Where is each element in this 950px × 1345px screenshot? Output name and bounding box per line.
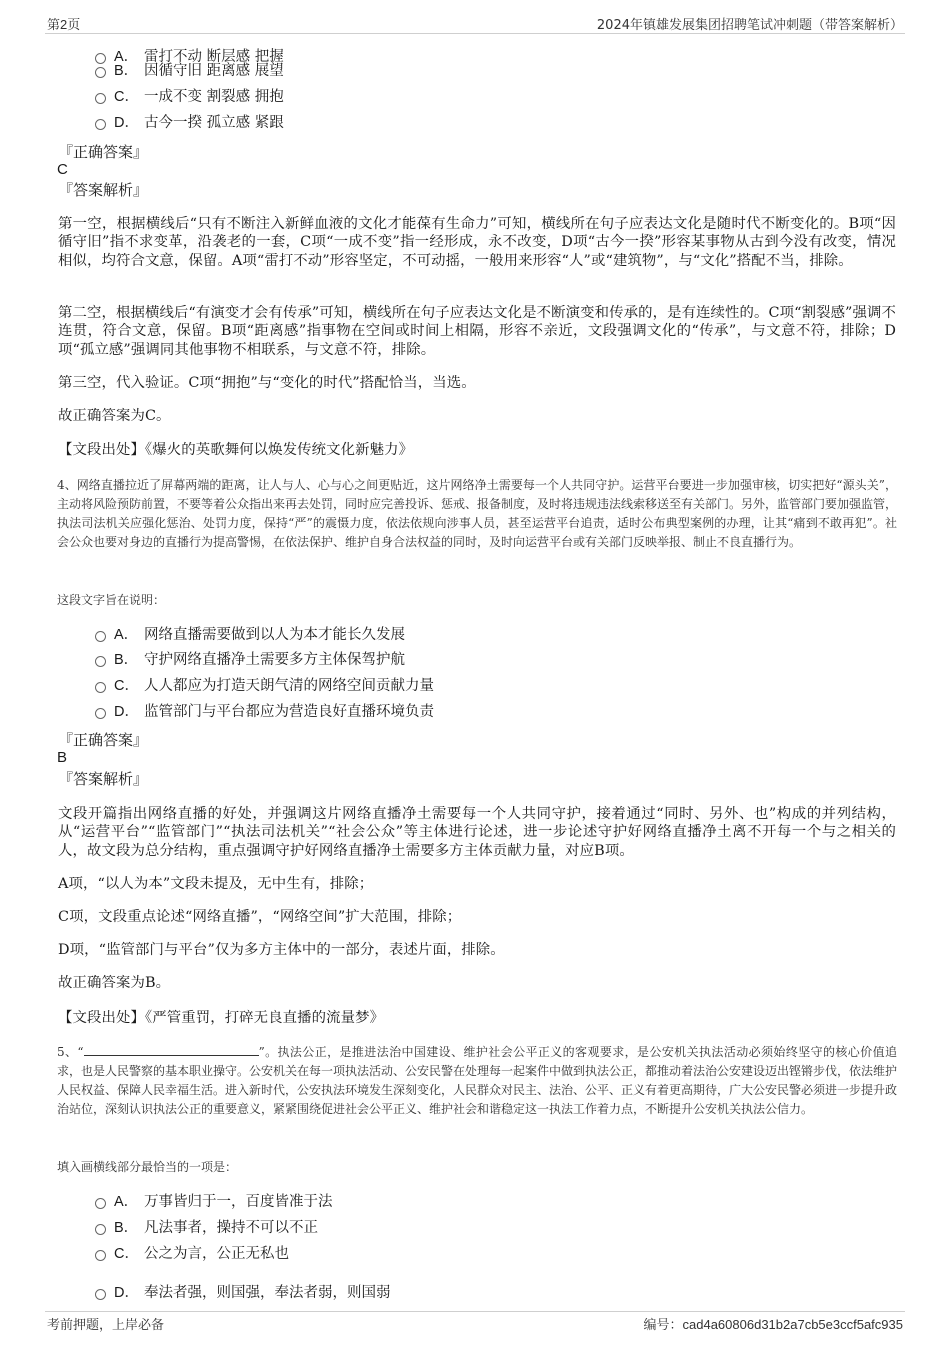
radio-icon[interactable] bbox=[95, 682, 106, 693]
footer-slogan: 考前押题，上岸必备 bbox=[47, 1318, 165, 1333]
q3-analysis-p2: 第二空，根据横线后“有演变才会有传承”可知，横线所在句子应表达文化是不断演变和传承的，是有连续性的。C项“割裂感”强调不连贯，符合文意，保留。B项“距离感”指事物在空间或时间上相隔，形容不亲近，文段强调文化的“传承”，与文意不符，排除；D项“孤立感”强调同其他事物不相联系，与文意不符，排除。 bbox=[58, 305, 896, 358]
q3-option-d[interactable]: D． 古今一揆 孤立感 紧跟 bbox=[95, 114, 284, 132]
header-divider bbox=[45, 33, 905, 34]
q4-correct-answer: B bbox=[57, 749, 68, 766]
radio-icon[interactable] bbox=[95, 656, 106, 667]
q4-analysis-p1: 文段开篇指出网络直播的好处，并强调这片网络直播净土需要每一个人共同守护，接着通过“同时、另外、也”构成的并列结构，从“运营平台”“监管部门”“执法司法机关”“社会公众”等主体进行论述，进一步论述守护好网络直播净土离不开每一个与之相关的人，故文段为总分结构，重点强调守护好网络直播净土需要多方主体贡献力量，对应B项。 bbox=[58, 806, 896, 859]
radio-icon[interactable] bbox=[95, 1289, 106, 1300]
footer-divider bbox=[45, 1311, 905, 1312]
radio-icon[interactable] bbox=[95, 1198, 106, 1209]
q3-analysis-p1: 第一空，根据横线后“只有不断注入新鲜血液的文化才能葆有生命力”可知，横线所在句子应表达文化是随时代不断变化的。B项“因循守旧”指不求变革，沿袭老的一套，C项“一成不变”指一经形成，永不改变，D项“古今一揆”形容某事物从古到今没有改变，情况相似，均符合文意，保留。A项“雷打不动”形容坚定，不可动摇，一般用来形容“人”或“建筑物”，与“文化”搭配不当，排除。 bbox=[58, 216, 896, 269]
q3-option-c[interactable]: C． 一成不变 割裂感 拥抱 bbox=[95, 88, 284, 106]
q3-correct-label: 『正确答案』 bbox=[58, 143, 149, 161]
radio-icon[interactable] bbox=[95, 67, 106, 78]
q3-analysis-p3: 第三空，代入验证。C项“拥抱”与“变化的时代”搭配恰当，当选。 bbox=[58, 375, 476, 391]
q4-option-d[interactable]: D． 监管部门与平台都应为营造良好直播环境负责 bbox=[95, 703, 434, 721]
q5-option-c[interactable]: C． 公之为言，公正无私也 bbox=[95, 1245, 289, 1263]
radio-icon[interactable] bbox=[95, 1250, 106, 1261]
page-number: 第2页 bbox=[47, 17, 81, 32]
q4-prompt: 这段文字旨在说明： bbox=[57, 593, 166, 607]
q4-option-c[interactable]: C． 人人都应为打造天朗气清的网络空间贡献力量 bbox=[95, 677, 434, 695]
document-code: 编号：cad4a60806d31b2a7cb5e3ccf5afc935 bbox=[643, 1317, 903, 1332]
q5-option-b[interactable]: B． 凡法事者，操持不可以不正 bbox=[95, 1219, 318, 1237]
radio-icon[interactable] bbox=[95, 119, 106, 130]
q3-correct-answer: C bbox=[57, 161, 68, 178]
radio-icon[interactable] bbox=[95, 708, 106, 719]
q4-source: 【文段出处】《严管重罚，打碎无良直播的流量梦》 bbox=[58, 1010, 385, 1026]
q3-option-b[interactable]: B． 因循守旧 距离感 展望 bbox=[95, 62, 284, 80]
answer-blank bbox=[84, 1043, 259, 1056]
q5-option-d[interactable]: D． 奉法者强，则国强，奉法者弱，则国弱 bbox=[95, 1284, 391, 1302]
document-title: 2024年镇雄发展集团招聘笔试冲刺题（带答案解析） bbox=[596, 18, 903, 33]
q4-option-a[interactable]: A． 网络直播需要做到以人为本才能长久发展 bbox=[95, 626, 405, 644]
q4-analysis-p3: C项，文段重点论述“网络直播”，“网络空间”扩大范围，排除； bbox=[58, 909, 462, 925]
q3-source: 【文段出处】《爆火的英歌舞何以焕发传统文化新魅力》 bbox=[58, 442, 414, 458]
q4-analysis-p4: D项，“监管部门与平台”仅为多方主体中的一部分，表述片面，排除。 bbox=[58, 942, 505, 958]
q4-analysis-p2: A项，“以人为本”文段未提及，无中生有，排除； bbox=[58, 876, 374, 892]
q4-correct-label: 『正确答案』 bbox=[58, 731, 149, 749]
q3-option-a[interactable]: A． 雷打不动 断层感 把握 bbox=[95, 48, 284, 66]
q4-option-b[interactable]: B． 守护网络直播净土需要多方主体保驾护航 bbox=[95, 651, 405, 669]
q5-option-a[interactable]: A． 万事皆归于一，百度皆准于法 bbox=[95, 1193, 333, 1211]
q4-analysis-label: 『答案解析』 bbox=[58, 770, 149, 788]
q3-analysis-p4: 故正确答案为C。 bbox=[58, 408, 171, 424]
q3-analysis-label: 『答案解析』 bbox=[58, 181, 149, 199]
q5-question-text: 5、“ ”。执法公正，是推进法治中国建设、维护社会公平正义的客观要求，是公安机关执法活动必须始终坚守的核心价值追求，也是人民警察的基本职业操守。公安机关在每一项执法活动、公安民警在处理每一起案件中做到执法公正，都推动着法治公安建设迈出铿锵步伐，依法维护人民权益、保障人民幸福生活。进入新时代，公安执法环境发生深刻变化，人民群众对民主、法治、公平、正义有着更高期待，广大公安民警必须进一步提升政治站位，深刻认识执法公正的重要意义，紧紧围绕促进社会公平正义、维护社会和谐稳定这一执法工作着力点，不断提升公安机关执法公信力。 bbox=[57, 1045, 898, 1116]
radio-icon[interactable] bbox=[95, 1224, 106, 1235]
q5-prompt: 填入画横线部分最恰当的一项是： bbox=[57, 1160, 238, 1174]
radio-icon[interactable] bbox=[95, 631, 106, 642]
radio-icon[interactable] bbox=[95, 93, 106, 104]
q4-analysis-p5: 故正确答案为B。 bbox=[58, 975, 171, 991]
q4-question-text: 4、网络直播拉近了屏幕两端的距离，让人与人、心与心之间更贴近，这片网络净土需要每一个人共同守护。运营平台要进一步加强审核，切实把好“源头关”，主动将风险预防前置，不要等着公众指出来再去处罚，同时应完善投诉、惩戒、报备制度，及时将违规违法线索移送至有关部门。另外，监管部门要加强监管，执法司法机关应强化惩治、处罚力度，保持“严”的震慑力度，依法依规向涉事人员，甚至运营平台追责，适时公布典型案例的办理，让其“痛到不敢再犯”。社会公众也要对身边的直播行为提高警惕，在依法保护、维护自身合法权益的同时，及时向运营平台或有关部门反映举报、制止不良直播行为。 bbox=[57, 478, 898, 549]
